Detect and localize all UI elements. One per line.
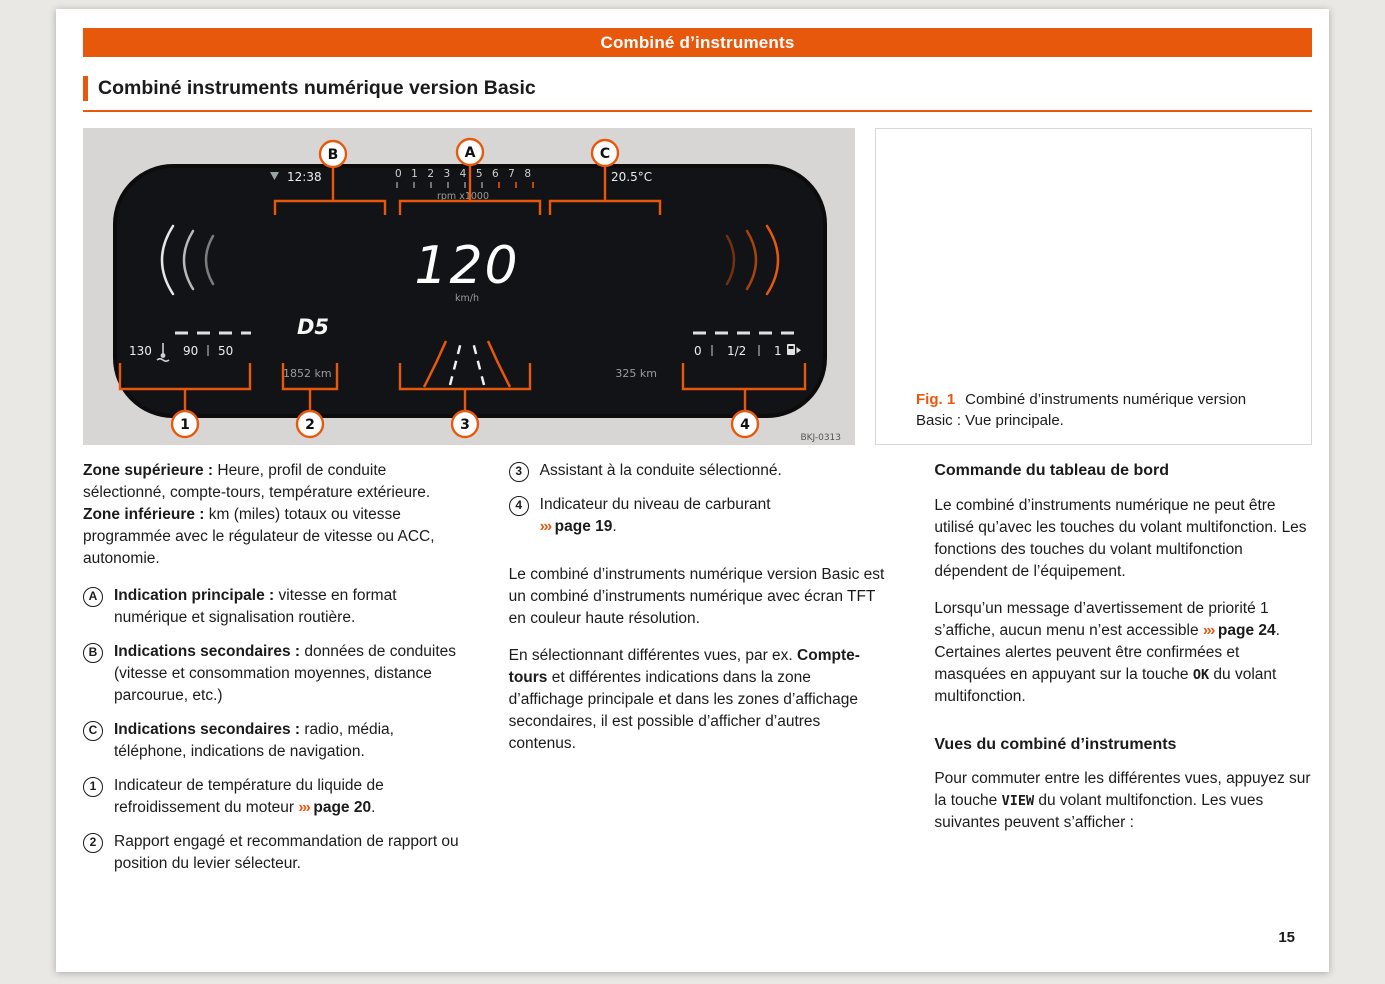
item-C-body: radio, média, téléphone, indications de navigation. bbox=[114, 721, 394, 760]
item-B-body: données de conduites (vitesse et consommation moyennes, distance parcourue, etc.) bbox=[114, 643, 457, 704]
list-item-3 bbox=[509, 460, 887, 482]
zone-upper-text: Heure, profil de conduite sélectionné, compte-tours, température extérieure. bbox=[83, 462, 431, 501]
page-reference-24-label: page 24 bbox=[1217, 621, 1276, 639]
item-marker-2: 2 bbox=[83, 833, 103, 853]
item-B-bold: Indications secondaires : bbox=[114, 643, 301, 660]
views-switch-text-1: Pour commuter entre les différentes vues, appuyez sur la touche bbox=[934, 770, 1311, 810]
views-text-2: et différentes indications dans la zone d’affichage principale et dans les zones d’affichage secondaires, il est possible d’afficher d’autres contenus. bbox=[508, 669, 858, 752]
cluster-time: 12:38 bbox=[287, 170, 322, 184]
item-4-after: . bbox=[612, 518, 617, 535]
manual-page bbox=[56, 9, 1329, 972]
figure-caption-text: Combiné d’instruments numérique version Basic : Vue principale. bbox=[916, 390, 1247, 430]
item-marker-C: C bbox=[83, 721, 103, 741]
callout-3 bbox=[452, 411, 478, 437]
basic-version-paragraph: Le combiné d’instruments numérique version Basic est un combiné d’instruments numérique avec écran TFT en couleur haute résolution. bbox=[508, 566, 885, 627]
dashboard-control-paragraph: Le combiné d’instruments numérique ne peut être utilisé qu’avec les touches du volant multifonction. Les fonctions des touches du volant multifonction dépendent de l’équipement. bbox=[934, 496, 1307, 580]
cluster-range: 325 km bbox=[615, 367, 657, 380]
fuel-label-1: 1 bbox=[774, 344, 782, 358]
cluster-speed: 120 bbox=[414, 236, 520, 296]
page-reference-24 bbox=[1203, 622, 1276, 639]
list-item-B bbox=[83, 641, 461, 707]
item-B-text bbox=[114, 641, 461, 707]
cluster-gear-indicator: D5 bbox=[297, 315, 330, 339]
item-marker-1: 1 bbox=[83, 777, 103, 797]
callout-C bbox=[592, 140, 618, 166]
heading-dashboard-control: Commande du tableau de bord bbox=[934, 462, 1170, 479]
body-columns bbox=[83, 460, 1312, 887]
figure-caption-label: Fig. 1 bbox=[916, 390, 956, 408]
item-3-text bbox=[540, 460, 887, 482]
column-3 bbox=[934, 460, 1312, 887]
figure-code: BKJ-0313 bbox=[800, 433, 841, 443]
item-1-after: . bbox=[371, 799, 376, 816]
item-4-text bbox=[540, 494, 887, 538]
cluster-views-paragraph bbox=[934, 768, 1312, 834]
item-marker-3: 3 bbox=[509, 462, 529, 482]
section-title-text: Combiné instruments numérique version Basic bbox=[83, 76, 1312, 101]
figure-instrument-cluster bbox=[83, 128, 855, 445]
coolant-label-130: 130 bbox=[129, 344, 152, 358]
warning-text-2: . Certaines alertes peuvent être confirmées et masquées en appuyant sur la touche bbox=[934, 621, 1280, 683]
page-number: 15 bbox=[1278, 929, 1295, 946]
item-marker-B: B bbox=[83, 643, 103, 663]
instrument-cluster-illustration bbox=[83, 128, 855, 445]
column-1 bbox=[83, 460, 461, 887]
zone-lower-label: Zone inférieure : bbox=[83, 506, 205, 523]
views-text-1: En sélectionnant différentes vues, par ex. bbox=[508, 647, 798, 664]
chapter-header-bar bbox=[83, 28, 1312, 57]
list-item-2 bbox=[83, 831, 461, 875]
callout-4-label: 4 bbox=[740, 417, 750, 433]
item-2-text bbox=[114, 831, 461, 875]
item-A-text bbox=[114, 585, 461, 629]
zone-upper-label: Zone supérieure : bbox=[83, 462, 214, 479]
tachometer-scale: 0 1 2 3 4 5 6 7 8 bbox=[395, 168, 531, 180]
callout-2 bbox=[297, 411, 323, 437]
chapter-title: Combiné d’instruments bbox=[600, 32, 795, 52]
views-switch-text-2: du volant multifonction. Les vues suivantes peuvent s’afficher : bbox=[934, 792, 1264, 832]
chevrons-icon: ››› bbox=[298, 799, 310, 816]
item-A-body: vitesse en format numérique et signalisation routière. bbox=[114, 587, 397, 626]
callout-B-label: B bbox=[327, 147, 339, 163]
heading-cluster-views: Vues du combiné d’instruments bbox=[934, 735, 1177, 753]
page-reference-20 bbox=[298, 799, 371, 816]
callout-C-label: C bbox=[599, 146, 611, 162]
fuel-label-half: 1/2 bbox=[727, 344, 747, 358]
warning-priority-paragraph bbox=[934, 598, 1312, 708]
page-reference-19-label: page 19 bbox=[554, 518, 613, 535]
list-item-1 bbox=[83, 775, 461, 819]
chevrons-icon: ››› bbox=[539, 518, 551, 535]
item-C-bold: Indications secondaires : bbox=[114, 721, 301, 738]
coolant-label-50: 50 bbox=[218, 344, 234, 358]
ok-button-key: OK bbox=[1192, 666, 1210, 683]
views-paragraph bbox=[509, 645, 887, 755]
list-item-A bbox=[83, 585, 461, 629]
figure-caption-box bbox=[875, 128, 1312, 445]
cluster-speed-unit: km/h bbox=[455, 293, 479, 304]
warning-text-1: Lorsqu’un message d’avertissement de priorité 1 s’affiche, aucun menu n’est accessible bbox=[934, 599, 1269, 639]
callout-1 bbox=[172, 411, 198, 437]
callout-3-label: 3 bbox=[460, 417, 470, 433]
views-bold: Compte-tours bbox=[508, 647, 860, 686]
item-marker-A: A bbox=[83, 587, 103, 607]
callout-B bbox=[320, 141, 346, 167]
figure-caption bbox=[916, 389, 1277, 433]
fuel-label-0: 0 bbox=[694, 344, 702, 358]
item-C-text bbox=[114, 719, 461, 763]
tachometer-unit: rpm x1000 bbox=[436, 191, 490, 202]
section-title-block bbox=[83, 76, 1312, 112]
warning-text-3: du volant multifonction. bbox=[934, 665, 1277, 705]
callout-2-label: 2 bbox=[305, 417, 315, 433]
item-marker-4: 4 bbox=[509, 496, 529, 516]
item-3-body: Assistant à la conduite sélectionné. bbox=[539, 462, 782, 479]
callout-A bbox=[457, 139, 483, 165]
callout-1-label: 1 bbox=[180, 417, 190, 433]
figure-block bbox=[83, 128, 1312, 445]
page-reference-19 bbox=[540, 518, 613, 535]
callout-A-label: A bbox=[464, 145, 476, 161]
list-item-4 bbox=[509, 494, 887, 538]
item-2-body: Rapport engagé et recommandation de rapport ou position du levier sélecteur. bbox=[114, 833, 459, 872]
coolant-label-90: 90 bbox=[183, 344, 199, 358]
item-1-text bbox=[114, 775, 461, 819]
cluster-outside-temp: 20.5°C bbox=[611, 170, 653, 184]
item-1-body: Indicateur de température du liquide de refroidissement du moteur bbox=[114, 777, 384, 816]
cluster-odometer: 1852 km bbox=[283, 367, 332, 380]
page-reference-20-label: page 20 bbox=[313, 799, 372, 816]
callout-4 bbox=[732, 411, 758, 437]
zones-intro-paragraph bbox=[83, 460, 461, 570]
chevrons-icon: ››› bbox=[1202, 621, 1214, 639]
zone-lower-text: km (miles) totaux ou vitesse programmée avec le régulateur de vitesse ou ACC, autonomie. bbox=[83, 506, 435, 567]
list-item-C bbox=[83, 719, 461, 763]
item-A-bold: Indication principale : bbox=[114, 587, 275, 604]
column-2 bbox=[509, 460, 887, 887]
view-button-key: VIEW bbox=[1001, 793, 1035, 810]
item-4-body: Indicateur du niveau de carburant bbox=[539, 496, 771, 513]
